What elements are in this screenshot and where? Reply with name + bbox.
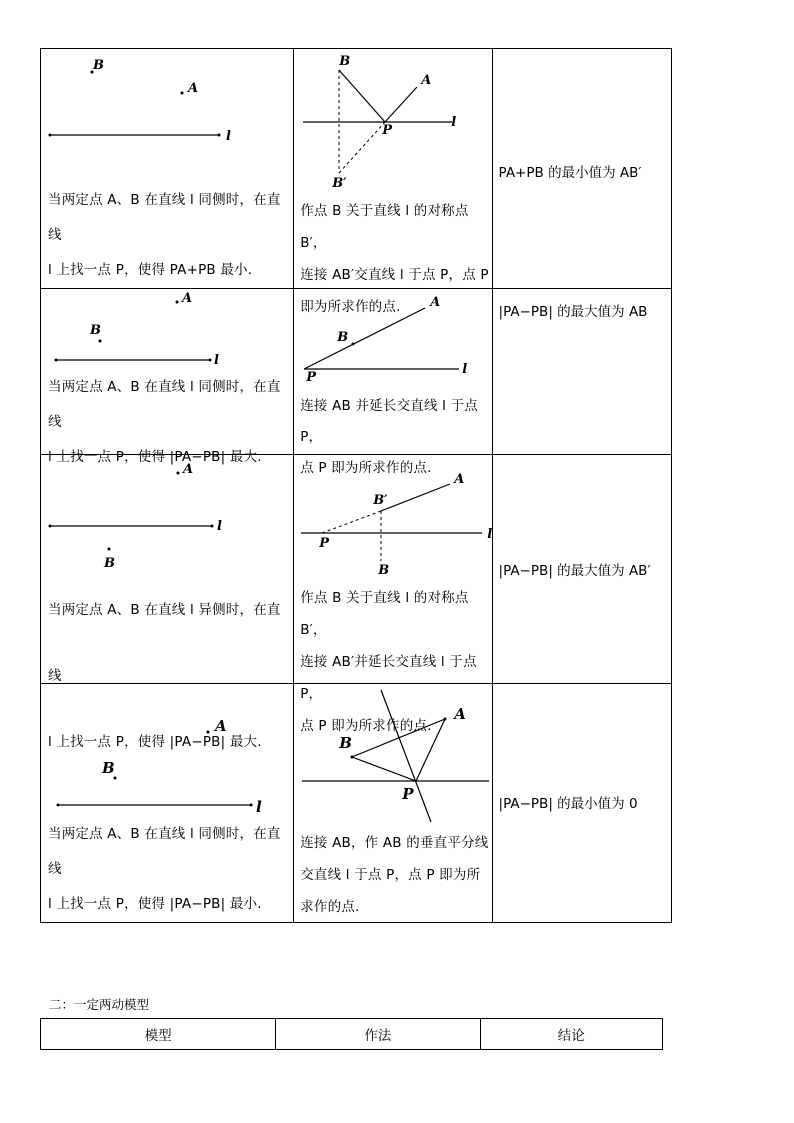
method-line: 点 P 即为所求作的点. — [300, 460, 432, 476]
label-b: B — [93, 58, 104, 73]
row1-conclusion-cell — [492, 49, 671, 289]
segment-bp — [339, 70, 385, 122]
method-line: 连接 AB′交直线 l 于点 P，点 P — [300, 267, 489, 283]
header-conclusion: 结论 — [480, 1019, 662, 1050]
segment-b2p — [339, 122, 385, 173]
label-b: B — [104, 556, 115, 571]
method-line: 即为所求作的点. — [300, 299, 401, 315]
row1-method-cell — [294, 49, 492, 315]
segment-b2a — [381, 484, 450, 511]
label-l: l — [217, 519, 222, 534]
row1-description — [48, 183, 294, 288]
label-l: l — [487, 527, 493, 542]
row2-conclusion: |PA−PB| 的最大值为 AB — [498, 304, 648, 320]
label-a: A — [183, 462, 194, 477]
label-l: l — [256, 798, 262, 816]
row3-method-cell — [294, 455, 493, 734]
row2-model-cell — [41, 289, 294, 465]
row3-conclusion-cell — [492, 455, 671, 684]
label-p: P — [402, 785, 414, 803]
label-a: A — [182, 291, 193, 306]
desc-line: l 上找一点 P，使得 |PA−PB| 最小. — [48, 896, 262, 912]
row4-conclusion-cell — [492, 684, 671, 923]
section-title: 二：一定两动模型 — [49, 997, 150, 1012]
label-b: B — [339, 54, 351, 69]
desc-line: l 上找一点 P，使得 |PA−PB| 最大. — [48, 734, 262, 750]
row4-method-cell — [294, 684, 492, 923]
header-table — [40, 1018, 663, 1050]
label-b: B — [337, 330, 349, 345]
label-p: P — [319, 536, 329, 551]
row2-method-cell — [294, 289, 492, 476]
label-b: B — [339, 734, 352, 752]
point-a — [177, 472, 180, 475]
point-a — [181, 92, 184, 95]
segment-pb2 — [322, 511, 381, 533]
point-a — [176, 301, 179, 304]
label-l: l — [226, 129, 231, 144]
label-b-prime: B′ — [332, 176, 347, 191]
row1-model-cell — [41, 49, 294, 289]
label-b: B — [102, 759, 115, 777]
label-a: A — [454, 705, 466, 723]
triangle-abp — [352, 719, 445, 781]
label-l: l — [451, 115, 457, 130]
row4-method — [300, 827, 492, 923]
method-line: 点 P 即为所求作的点. — [300, 718, 432, 734]
label-b: B — [90, 323, 101, 338]
label-a: A — [215, 717, 227, 735]
method-line: 作点 B 关于直线 l 的对称点 B′， — [300, 203, 469, 251]
label-a: A — [454, 472, 465, 487]
header-method: 作法 — [276, 1019, 480, 1050]
label-l: l — [462, 362, 468, 377]
label-l: l — [214, 353, 219, 368]
row4-description — [48, 817, 294, 922]
method-line: 作点 B 关于直线 l 的对称点 B′， — [300, 590, 469, 638]
model-table — [40, 48, 672, 923]
row2-conclusion-cell — [492, 289, 671, 455]
row1-conclusion: PA+PB 的最小值为 AB′ — [498, 165, 642, 181]
label-b-prime: B′ — [373, 493, 388, 508]
row3-conclusion: |PA−PB| 的最大值为 AB′ — [498, 563, 651, 579]
method-line: 连接 AB 并延长交直线 l 于点 P， — [300, 398, 478, 445]
row3-model-cell — [41, 455, 294, 750]
label-a: A — [430, 295, 441, 310]
row4-conclusion: |PA−PB| 的最小值为 0 — [498, 796, 638, 812]
point-b — [99, 340, 102, 343]
method-line: 连接 AB′并延长交直线 l 于点 P， — [300, 654, 477, 702]
label-p: P — [382, 123, 392, 138]
desc-line: l 上找一点 P，使得 |PA−PB| 最大. — [48, 449, 262, 465]
method-line: 连接 AB，作 AB 的垂直平分线 — [300, 835, 489, 851]
desc-line: 当两定点 A、B 在直线 l 异侧时，在直线 — [48, 602, 281, 684]
point-b — [108, 548, 111, 551]
label-a: A — [188, 81, 199, 96]
method-line: 求作的点. — [300, 899, 360, 915]
desc-line: 当两定点 A、B 在直线 l 同侧时，在直线 — [48, 192, 281, 243]
method-line: 交直线 l 于点 P，点 P 即为所 — [300, 867, 481, 883]
label-b: B — [378, 563, 390, 578]
point-b — [352, 343, 355, 346]
label-p: P — [306, 370, 316, 385]
desc-line: 当两定点 A、B 在直线 l 同侧时，在直线 — [48, 379, 281, 430]
segment-pa — [385, 87, 417, 122]
label-a: A — [421, 73, 432, 88]
segment-pa — [304, 308, 425, 369]
point-a — [207, 731, 210, 734]
header-model: 模型 — [41, 1019, 276, 1050]
desc-line: l 上找一点 P，使得 PA+PB 最小. — [48, 262, 253, 278]
row4-model-cell — [41, 684, 294, 923]
desc-line: 当两定点 A、B 在直线 l 同侧时，在直线 — [48, 826, 281, 877]
